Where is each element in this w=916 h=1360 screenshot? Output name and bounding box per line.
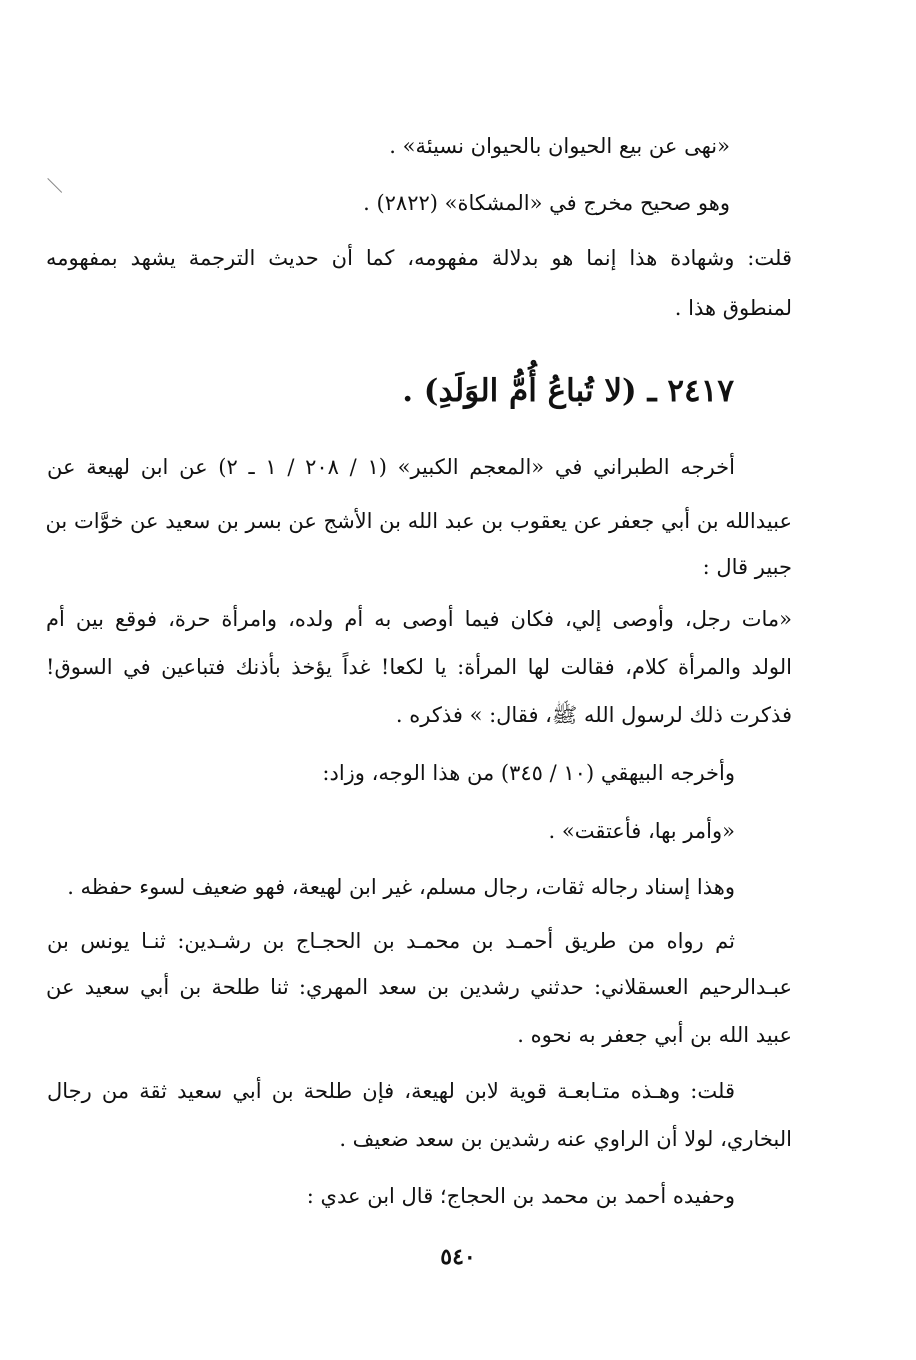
paragraph-line: البخاري، لولا أن الراوي عنه رشدين بن سعد ضعيف . <box>339 1127 792 1151</box>
quote-line: فذكرت ذلك لرسول الله ﷺ، فقال: » فذكره . <box>395 703 792 727</box>
quote-line: «مات رجل، وأوصى إلي، فكان فيما أوصى به أم ولده، وامرأة حرة، فوقع بين أم <box>46 607 792 631</box>
text-line: وهذا إسناد رجاله ثقات، رجال مسلم، غير ابن لهيعة، فهو ضعيف لسوء حفظه . <box>67 875 735 899</box>
page-number: ٥٤٠ <box>440 1244 476 1270</box>
paragraph-line: قلت: وشهادة هذا إنما هو بدلالة مفهومه، كما أن حديث الترجمة يشهد بمفهومه <box>46 246 792 270</box>
scan-artifact-mark <box>47 178 62 193</box>
paragraph-line: عبيد الله بن أبي جعفر به نحوه . <box>517 1023 792 1047</box>
quote-line: «وأمر بها، فأعتقت» . <box>548 819 735 843</box>
paragraph-line: لمنطوق هذا . <box>674 296 792 320</box>
text-line: وحفيده أحمد بن محمد بن الحجاج؛ قال ابن عدي : <box>306 1184 735 1208</box>
hadith-heading: ٢٤١٧ ـ (لا تُباعُ أُمُّ الوَلَدِ) . <box>402 373 734 409</box>
text-line: «نهى عن بيع الحيوان بالحيوان نسيئة» . <box>389 134 730 158</box>
quote-line: الولد والمرأة كلام، فقالت لها المرأة: يا لكعا! غداً يؤخذ بأذنك فتباعين في السوق! <box>46 655 792 679</box>
paragraph-line: ثم رواه من طريق أحمـد بن محمـد بن الحجـاج بن رشـدين: ثنـا يونس بن <box>47 929 735 953</box>
paragraph-line: أخرجه الطبراني في «المعجم الكبير» (١ / ٢٠٨ / ١ ـ ٢) عن ابن لهيعة عن <box>47 455 735 479</box>
paragraph-line: عبـدالرحيم العسقلاني: حدثني رشدين بن سعد المهري: ثنا طلحة بن أبي سعيد عن <box>46 975 792 999</box>
paragraph-line: عبيدالله بن أبي جعفر عن يعقوب بن عبد الله بن الأشج عن بسر بن سعيد عن خوَّات بن <box>45 509 792 533</box>
paragraph-line: جبير قال : <box>702 555 792 579</box>
text-line: وهو صحيح مخرج في «المشكاة» (٢٨٢٢) . <box>363 191 730 215</box>
text-line: وأخرجه البيهقي (١٠ / ٣٤٥) من هذا الوجه، وزاد: <box>322 761 735 785</box>
paragraph-line: قلت: وهـذه متـابعـة قوية لابن لهيعة، فإن طلحة بن أبي سعيد ثقة من رجال <box>47 1079 735 1103</box>
